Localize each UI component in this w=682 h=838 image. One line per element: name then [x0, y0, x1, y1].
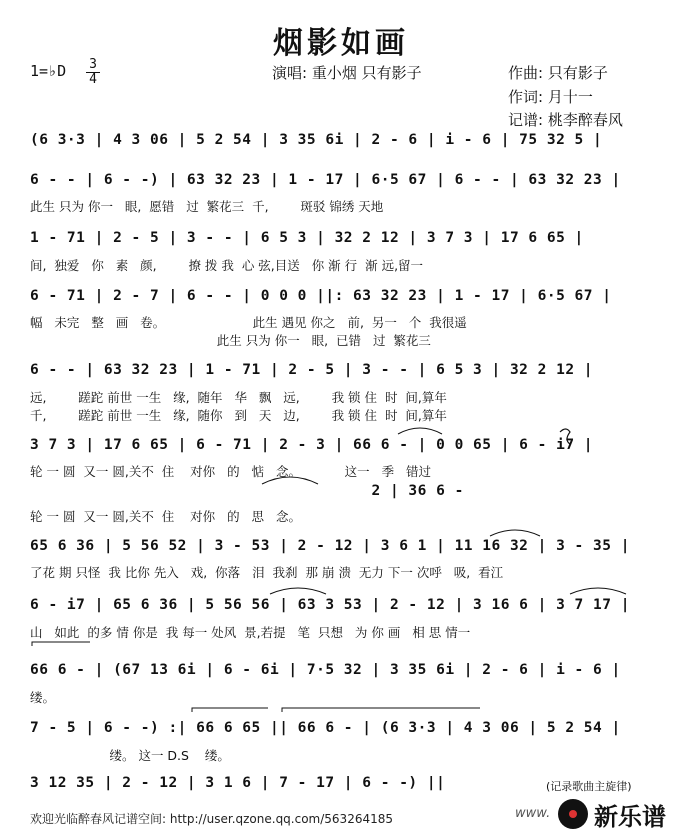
lyricist-credit: 作词: 月十一	[508, 88, 593, 106]
score-line-10: 7 - 5 | 6 - -) :| 66 6 65 || 66 6 - | (6 3·3 | 4 3 06 | 5 2 54 |	[30, 720, 621, 736]
score-line-11: 3 12 35 | 2 - 12 | 3 1 6 | 7 - 17 | 6 - -) ||	[30, 775, 446, 791]
score-line-9: 66 6 - | (67 13 6i | 6 - 6i | 7·5 32 | 3 35 6i | 2 - 6 | i - 6 |	[30, 662, 621, 678]
melody-note: (记录歌曲主旋律)	[546, 780, 632, 793]
lyric-line-9: 缕。	[30, 690, 56, 705]
score-title: 烟影如画	[273, 26, 409, 61]
score-line-3: 1 - 71 | 2 - 5 | 3 - - | 6 5 3 | 32 2 12 | 3 7 3 | 17 6 65 |	[30, 230, 584, 246]
time-signature-bottom: 4	[86, 72, 100, 87]
score-line-5: 6 - - | 63 32 23 | 1 - 71 | 2 - 5 | 3 - - | 6 5 3 | 32 2 12 |	[30, 362, 594, 378]
lyric-line-3: 间, 独爱 你 素 颜, 撩 拨 我 心 弦,目送 你 渐 行 渐 远,留一	[30, 258, 424, 273]
score-line-7: 65 6 36 | 5 56 52 | 3 - 53 | 2 - 12 | 3 6 1 | 11 16 32 | 3 - 35 |	[30, 538, 630, 554]
site-logo	[558, 796, 676, 832]
volta-bracket	[282, 708, 480, 712]
lyric-line-6b: 轮 一 圆 又一 圆,关不 住 对你 的 思 念。	[30, 509, 301, 524]
slur-mark	[270, 588, 326, 594]
footer-text: 欢迎光临醉春风记谱空间: http://user.qzone.qq.com/563264185	[30, 812, 394, 826]
disc-icon	[558, 799, 588, 829]
singers-credit: 演唱: 重小烟 只有影子	[272, 64, 422, 82]
composer-credit: 作曲: 只有影子	[508, 64, 608, 82]
lyric-line-6a: 轮 一 圆 又一 圆,关不 住 对你 的 惦 念。 这一 季 错过	[30, 464, 431, 479]
score-line-2: 6 - - | 6 - -) | 63 32 23 | 1 - 17 | 6·5 67 | 6 - - | 63 32 23 |	[30, 172, 621, 188]
volta-bracket	[192, 708, 268, 712]
logo-text: 新乐谱	[594, 802, 666, 831]
lyric-line-10: 缕。 这一 D.S 缕。	[30, 748, 230, 763]
score-line-1: (6 3·3 | 4 3 06 | 5 2 54 | 3 35 6i | 2 - 6 | i - 6 | 75 32 5 |	[30, 132, 603, 148]
lyric-line-4b: 此生 只为 你一 眼, 已错 过 繁花三	[30, 333, 431, 348]
slur-mark	[262, 477, 318, 484]
time-signature-top: 3	[89, 57, 97, 72]
lyric-line-7: 了花 期 只怪 我 比你 先入 戏, 你落 泪 我刹 那 崩 溃 无力 下一 次呼 吸, 看江	[30, 565, 504, 580]
slur-mark	[398, 428, 442, 434]
score-line-4: 6 - 71 | 2 - 7 | 6 - - | 0 0 0 ||: 63 32 23 | 1 - 17 | 6·5 67 |	[30, 288, 612, 304]
lyric-line-5b: 千, 蹉跎 前世 一生 缘, 随你 到 天 边, 我 锁 住 时 间,算年	[30, 408, 447, 423]
segno-mark	[560, 429, 570, 444]
score-line-6: 3 7 3 | 17 6 65 | 6 - 71 | 2 - 3 | 66 6 - | 0 0 65 | 6 - i7 |	[30, 437, 594, 453]
lyric-line-5a: 远, 蹉跎 前世 一生 缘, 随年 华 飘 远, 我 锁 住 时 间,算年	[30, 390, 447, 405]
score-line-8: 6 - i7 | 65 6 36 | 5 56 56 | 63 3 53 | 2 - 12 | 3 16 6 | 3 7 17 |	[30, 597, 630, 613]
score-line-6-alt: 2 | 36 6 -	[30, 483, 464, 499]
lyric-line-8: 山 如此 的多 情 你是 我 每一 处风 景,若提 笔 只想 为 你 画 相 思 情一	[30, 625, 471, 640]
watermark-text: www.	[515, 806, 551, 821]
lyric-line-2: 此生 只为 你一 眼, 愿错 过 繁花三 千, 斑驳 锦绣 天地	[30, 199, 384, 214]
transcriber-credit: 记谱: 桃李醉春风	[508, 111, 623, 129]
key-signature: 1=♭D	[30, 62, 67, 80]
slur-mark	[490, 530, 540, 536]
volta-bracket	[32, 642, 90, 646]
slur-mark	[570, 588, 626, 594]
lyric-line-4a: 幅 未完 整 画 卷。 此生 遇见 你之 前, 另一 个 我很遥	[30, 315, 467, 330]
